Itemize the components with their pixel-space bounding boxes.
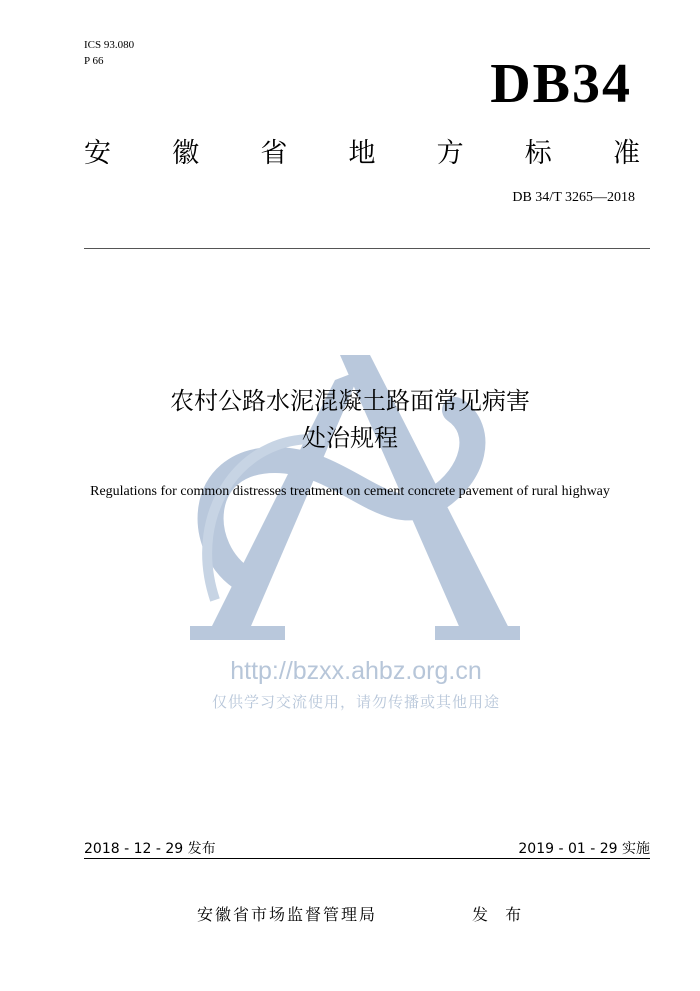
title-line-2: 处治规程 bbox=[302, 424, 398, 452]
std-type-char: 徽 bbox=[172, 138, 200, 169]
ics-code: ICS 93.080 bbox=[84, 39, 135, 51]
standard-type-title bbox=[84, 138, 640, 170]
title-line-1: 农村公路水泥混凝土路面常见病害 bbox=[170, 387, 530, 415]
chinese-title bbox=[60, 383, 640, 457]
ics-code-block bbox=[84, 37, 134, 69]
std-type-char: 省 bbox=[260, 138, 288, 169]
class-code: P 66 bbox=[84, 55, 104, 67]
watermark-note: 仅供学习交流使用，请勿传播或其他用途 bbox=[211, 693, 500, 711]
footer-divider bbox=[84, 858, 650, 859]
implement-date: 2019 - 01 - 29 实施 bbox=[518, 841, 650, 857]
header-divider bbox=[84, 248, 650, 249]
standard-number: DB 34/T 3265—2018 bbox=[512, 190, 635, 205]
std-type-char: 准 bbox=[612, 138, 640, 169]
standard-code-logo: DB34 bbox=[490, 53, 632, 115]
english-title: Regulations for common distresses treatment on cement concrete pavement of rural highway bbox=[90, 484, 610, 499]
std-type-char: 安 bbox=[84, 138, 111, 169]
issue-label: 发 布 bbox=[472, 905, 528, 924]
std-type-char: 标 bbox=[524, 138, 552, 169]
std-type-char: 方 bbox=[436, 138, 464, 169]
issuing-authority: 安徽省市场监督管理局 bbox=[197, 905, 378, 924]
release-date: 2018 - 12 - 29 发布 bbox=[84, 841, 216, 857]
std-type-char: 地 bbox=[348, 138, 376, 169]
watermark-url: http://bzxx.ahbz.org.cn bbox=[230, 657, 482, 685]
